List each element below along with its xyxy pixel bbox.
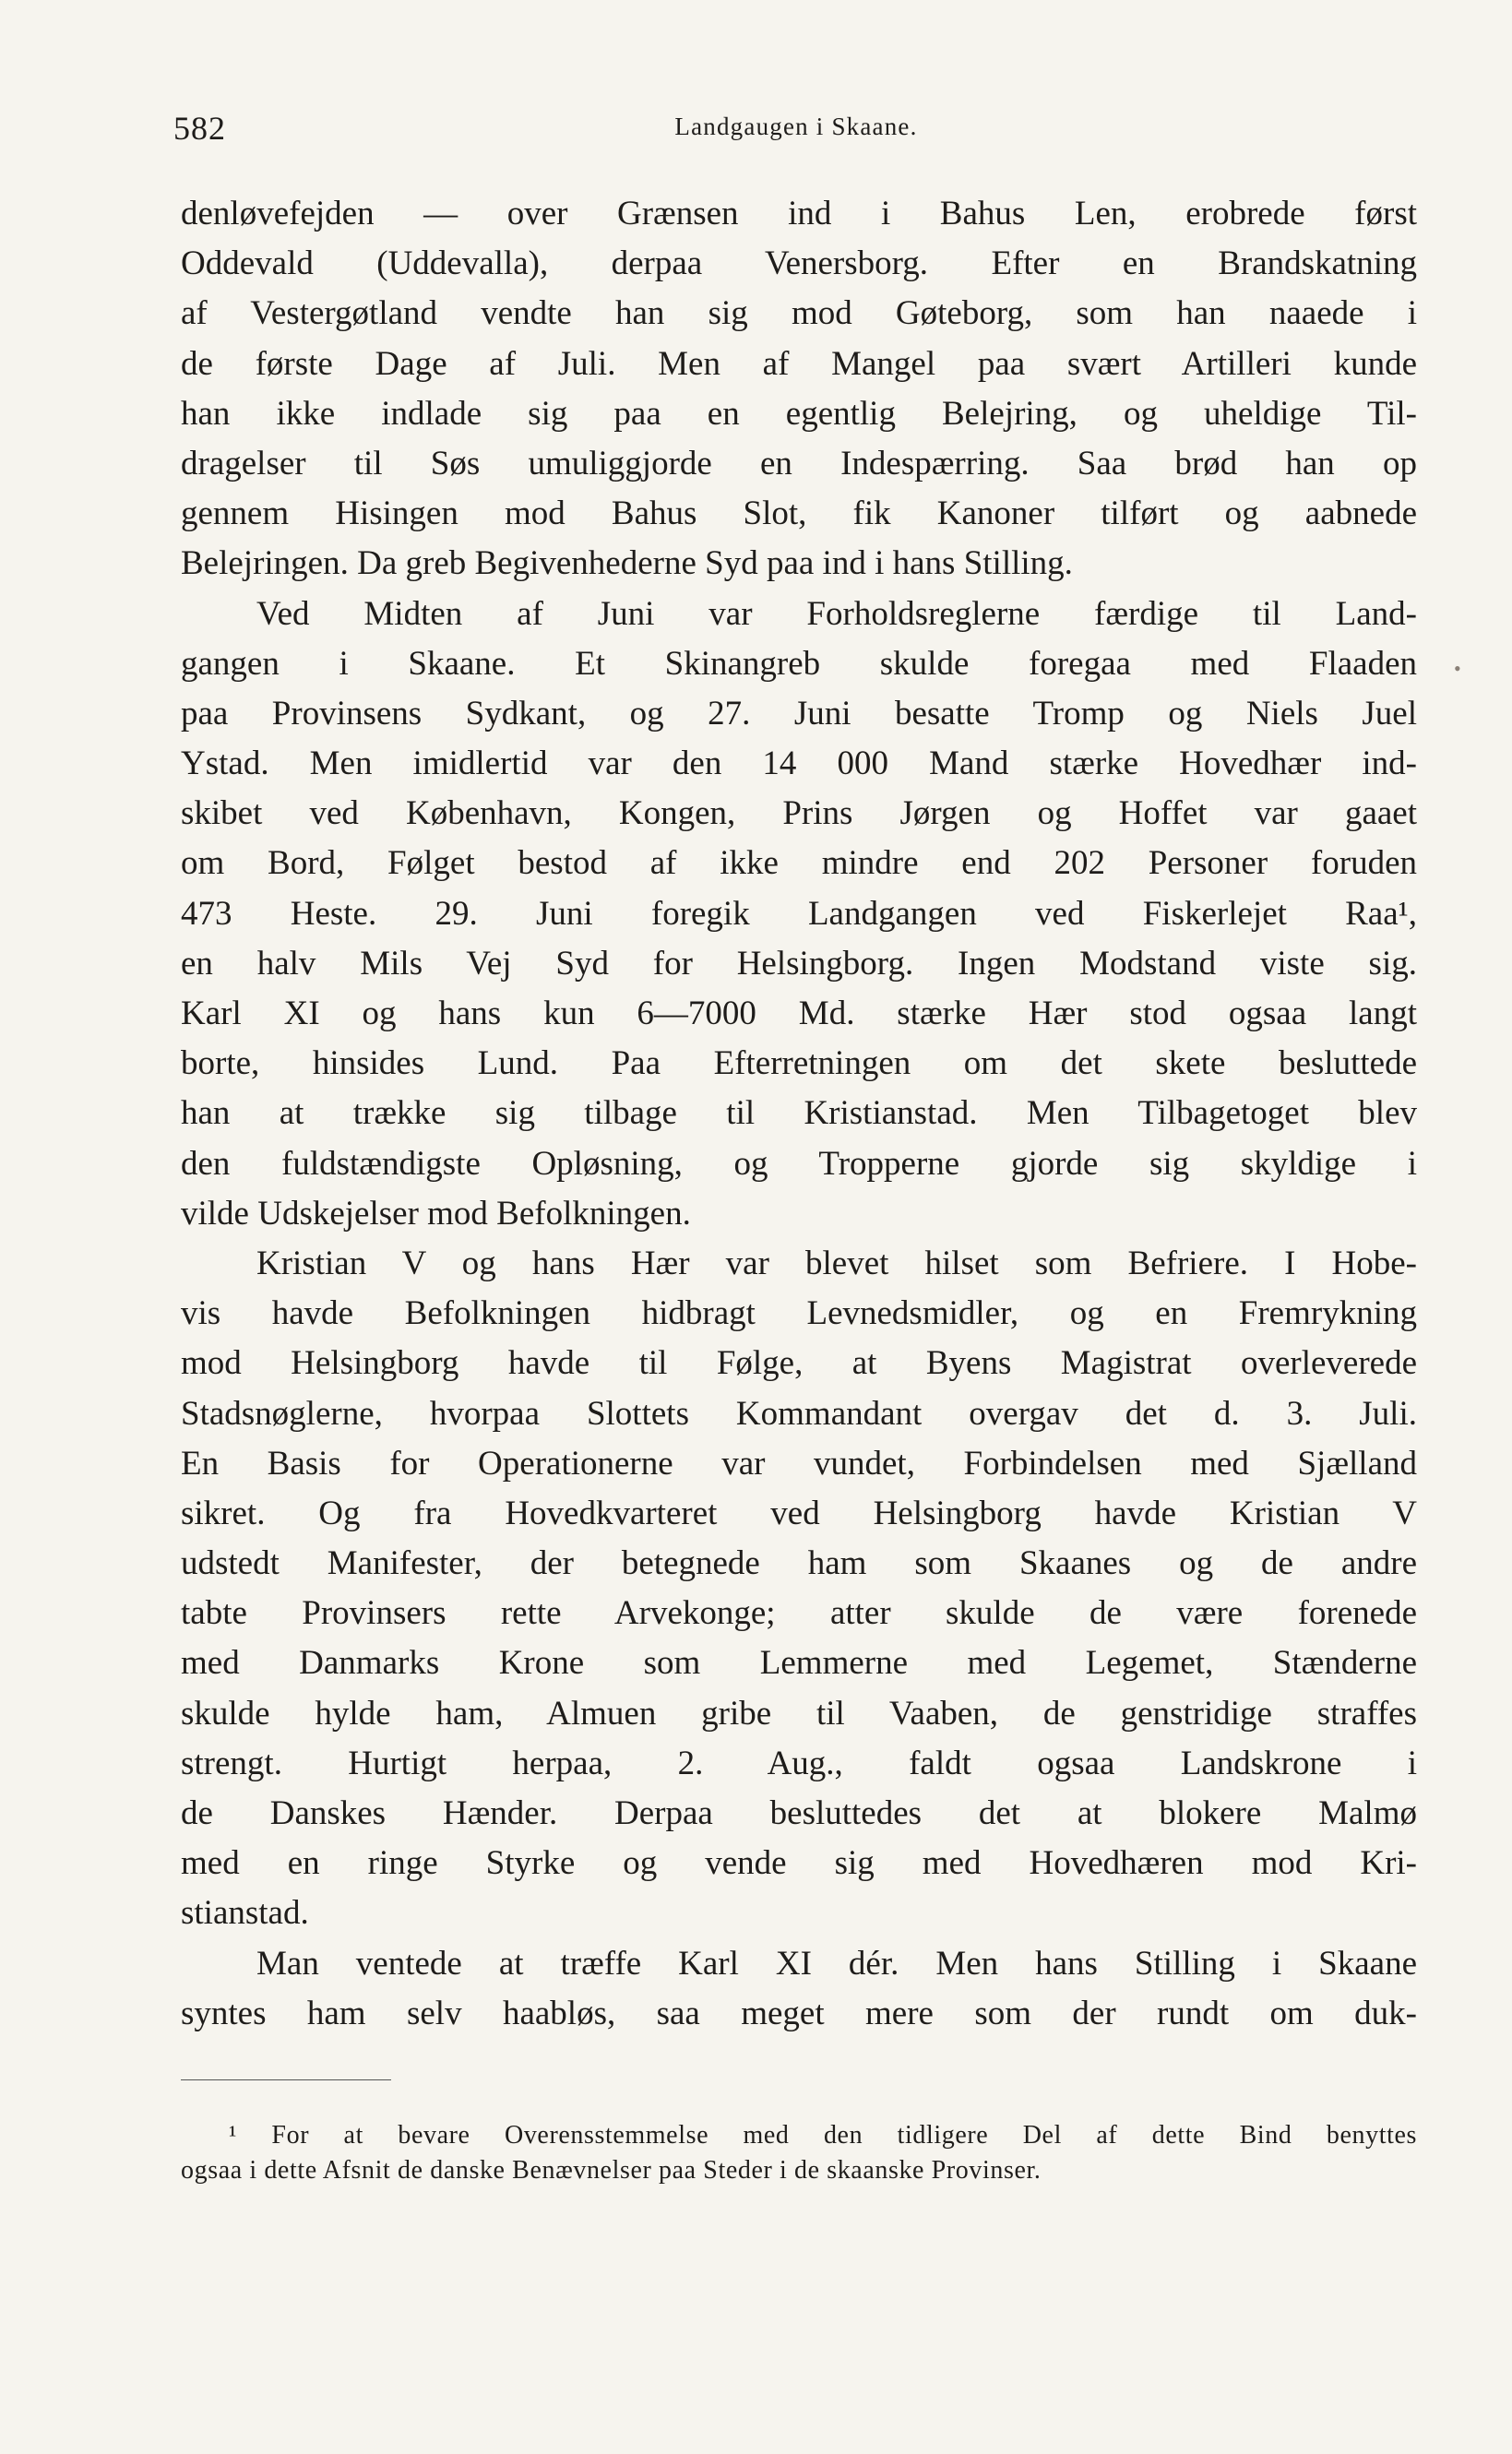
text-line: paa Provinsens Sydkant, og 27. Juni besatte Tromp og Niels Juel [181,694,1417,733]
text-line: med en ringe Styrke og vende sig med Hovedhæren mod Kri- [181,1844,1417,1883]
text-line: af Vestergøtland vendte han sig mod Gøteborg, som han naaede i [181,294,1417,333]
footnote-line: ogsaa i dette Afsnit de danske Benævnelser paa Steder i de skaanske Provinser. [181,2156,1042,2185]
text-line: denløvefejden — over Grænsen ind i Bahus Len, erobrede først [181,195,1417,232]
text-line: tabte Provinsers rette Arvekonge; atter skulde de være forenede [181,1594,1417,1633]
text-line: Stadsnøglerne, hvorpaa Slottets Kommandant overgav det d. 3. Juli. [181,1394,1417,1433]
text-line: Kristian V og hans Hær var blevet hilset som Befriere. I Hobe- [256,1244,1417,1282]
text-line: Karl XI og hans kun 6—7000 Md. stærke Hær stod ogsaa langt [181,995,1417,1032]
text-line: 473 Heste. 29. Juni foregik Landgangen ved Fiskerlejet Raa¹, [181,894,1417,933]
text-line: han ikke indlade sig paa en egentlig Belejring, og uheldige Til- [181,394,1417,433]
text-line: vilde Udskejelser mod Befolkningen. [181,1194,691,1233]
footnote-line: ¹ For at bevare Overensstemmelse med den tidligere Del af dette Bind benyttes [229,2121,1417,2150]
text-line: syntes ham selv haabløs, saa meget mere som der rundt om duk- [181,1994,1417,2032]
footnotes [181,2118,1417,2188]
text-line: Ystad. Men imidlertid var den 14 000 Mand stærke Hovedhær ind- [181,745,1417,783]
text-line: vis havde Befolkningen hidbragt Levnedsmidler, og en Fremrykning [181,1294,1417,1333]
text-line: stianstad. [181,1894,309,1933]
text-line: mod Helsingborg havde til Følge, at Byens Magistrat overleverede [181,1344,1417,1383]
text-line: borte, hinsides Lund. Paa Efterretningen om det skete besluttede [181,1044,1417,1083]
text-line: om Bord, Følget bestod af ikke mindre end 202 Personer foruden [181,844,1417,883]
text-line: Ved Midten af Juni var Forholdsreglerne færdige til Land- [256,594,1417,633]
text-line: sikret. Og fra Hovedkvarteret ved Helsingborg havde Kristian V [181,1494,1417,1532]
footnote-divider [181,2079,391,2080]
text-line: med Danmarks Krone som Lemmerne med Legemet, Stænderne [181,1644,1417,1683]
text-line: de første Dage af Juli. Men af Mangel paa svært Artilleri kunde [181,344,1417,383]
running-title: Landgaugen i Skaane. [674,113,918,140]
text-line: han at trække sig tilbage til Kristianstad. Men Tilbagetoget blev [181,1094,1417,1133]
text-line: skibet ved København, Kongen, Prins Jørgen og Hoffet var gaaet [181,794,1417,833]
margin-speck: • [1454,657,1461,680]
text-line: Man ventede at træffe Karl XI dér. Men hans Stilling i Skaane [256,1944,1417,1983]
text-line: dragelser til Søs umuliggjorde en Indespærring. Saa brød han op [181,444,1417,482]
text-line: Belejringen. Da greb Begivenhederne Syd paa ind i hans Stilling. [181,544,1073,583]
text-line: En Basis for Operationerne var vundet, Forbindelsen med Sjælland [181,1444,1417,1483]
text-line: strengt. Hurtigt herpaa, 2. Aug., faldt ogsaa Landskrone i [181,1744,1417,1782]
text-line: gennem Hisingen mod Bahus Slot, fik Kanoner tilført og aabnede [181,494,1417,533]
text-line: Oddevald (Uddevalla), derpaa Venersborg. Efter en Brandskatning [181,244,1417,283]
text-line: gangen i Skaane. Et Skinangreb skulde foregaa med Flaaden [181,644,1417,683]
text-line: en halv Mils Vej Syd for Helsingborg. Ingen Modstand viste sig. [181,944,1417,983]
text-line: udstedt Manifester, der betegnede ham som Skaanes og de andre [181,1544,1417,1583]
page-number: 582 [173,110,226,147]
text-line: den fuldstændigste Opløsning, og Tropperne gjorde sig skyldige i [181,1144,1417,1183]
text-line: skulde hylde ham, Almuen gribe til Vaaben, de genstridige straffes [181,1694,1417,1733]
text-line: de Danskes Hænder. Derpaa besluttedes det at blokere Malmø [181,1794,1417,1832]
page-header [173,109,1419,155]
body-text [181,189,1417,2039]
